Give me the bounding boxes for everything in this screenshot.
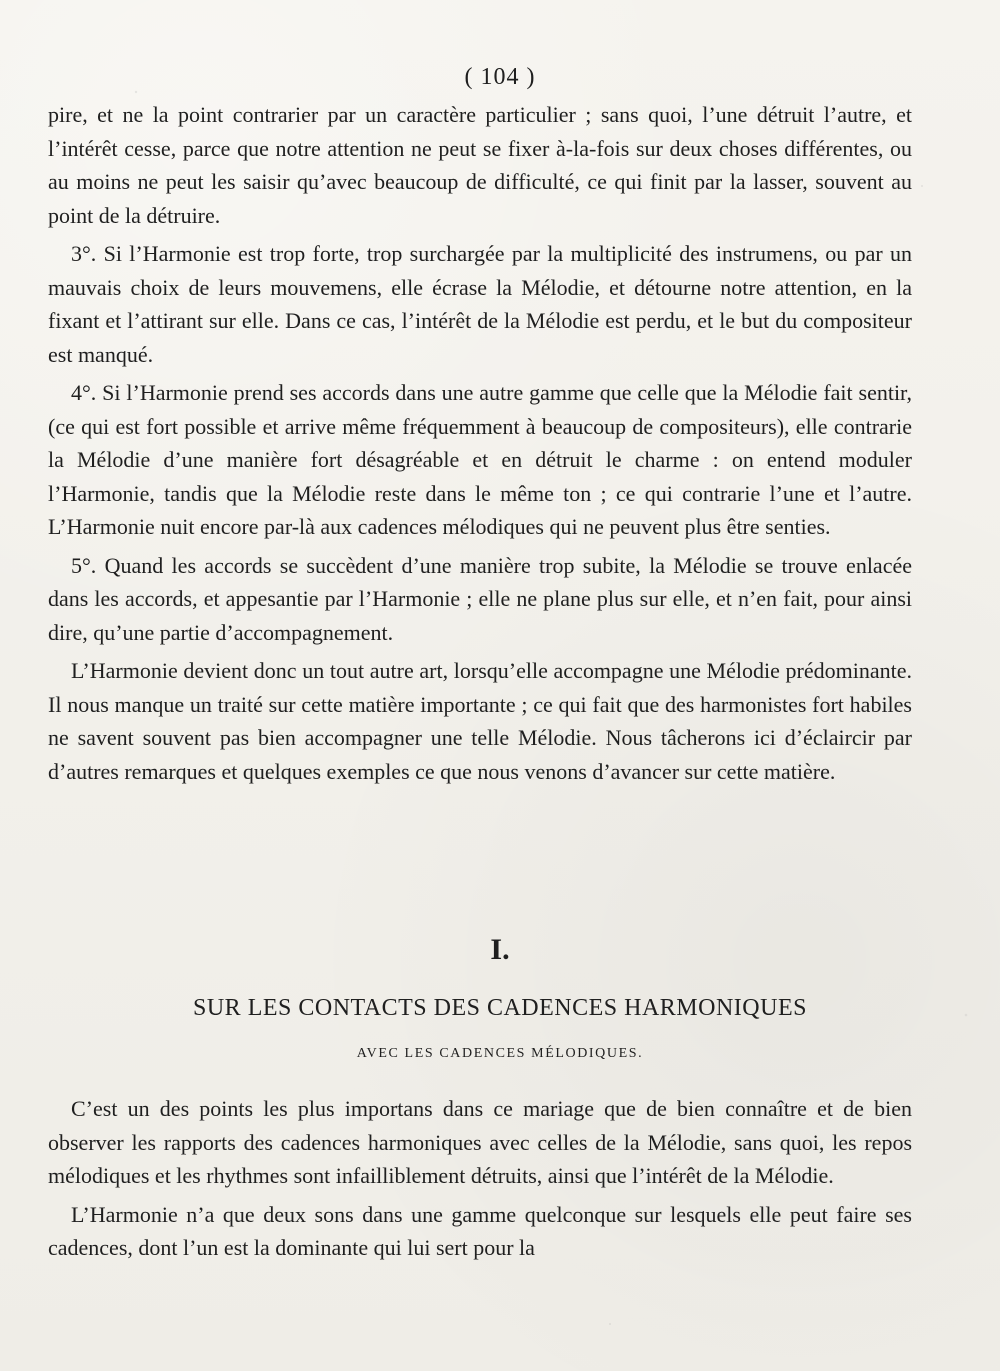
section-number: I. [490,933,510,966]
paragraph-point-5: 5°. Quand les accords se succèdent d’une manière trop subite, la Mélodie se trouve enlacée dans les accords, et appesantie par l’Harmonie ; elle ne plane plus sur elle, et n’en fait, pour ainsi dire, qu’une partie d’accompagnement. [48,552,912,645]
body-text-bottom [48,1092,912,1265]
paragraph-section-1: C’est un des points les plus importans dans ce mariage que de bien connaître et de bien observer les rapports des cadences harmoniques avec celles de la Mélodie, sans quoi, les repos mélodiques et les rhythmes sont infailliblement détruits, ainsi que l’intérêt de la Mélodie. [48,1096,912,1188]
paragraph-section-2: L’Harmonie n’a que deux sons dans une gamme quelconque sur lesquels elle peut faire ses cadences, dont l’un est la dominante qui lui sert pour la [48,1201,912,1260]
paragraph-continued: pire, et ne la point contrarier par un caractère particulier ; sans quoi, l’une détruit l’autre, et l’intérêt cesse, parce que notre attention ne peut se fixer à-la-fois sur deux choses différentes, ou au moins ne peut les saisir qu’avec beaucoup de difficulté, ce qui finit par la lasser, souvent au point de la détruire. [48,102,912,228]
section-subtitle: AVEC LES CADENCES MÉLODIQUES. [356,1046,644,1061]
body-text-top [48,98,912,788]
section-title: SUR LES CONTACTS DES CADENCES HARMONIQUES [193,995,807,1021]
paragraph-point-4: 4°. Si l’Harmonie prend ses accords dans une autre gamme que celle que la Mélodie fait sentir, (ce qui est fort possible et arrive même fréquemment à beaucoup de compositeurs), elle contrarie la Mélodie d’une manière fort désagréable et en détruit le charme : on entend moduler l’Harmonie, tandis que la Mélodie reste dans le même ton ; ce qui contrarie l’une et l’autre. L’Harmonie nuit encore par-là aux cadences mélodiques qui ne peuvent plus être senties. [48,380,912,539]
paragraph-conclusion: L’Harmonie devient donc un tout autre art, lorsqu’elle accompagne une Mélodie prédominante. Il nous manque un traité sur cette matière importante ; ce qui fait que des harmonistes fort habiles ne savent souvent pas bien accompagner une telle Mélodie. Nous tâcherons ici d’éclaircir par d’autres remarques et quelques exemples ce que nous venons d’avancer sur cette matière. [48,658,912,784]
page-number: ( 104 ) [464,64,536,90]
paragraph-point-3: 3°. Si l’Harmonie est trop forte, trop surchargée par la multiplicité des instrumens, ou par un mauvais choix de leurs mouvemens, elle écrase la Mélodie, et détourne notre attention, en la fixant et l’attirant sur elle. Dans ce cas, l’intérêt de la Mélodie est perdu, et le but du compositeur est manqué. [48,241,912,367]
